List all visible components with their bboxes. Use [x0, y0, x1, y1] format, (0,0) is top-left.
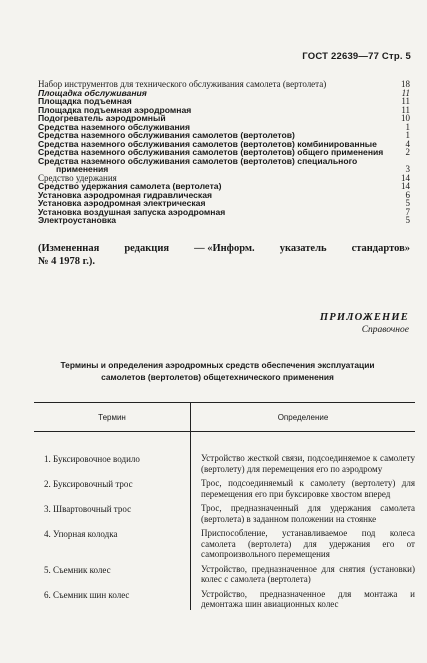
appendix-title: ПРИЛОЖЕНИЕ	[319, 312, 409, 323]
index-entry: Средство удержания 14	[38, 172, 410, 183]
column-header-term: Термин	[34, 403, 191, 432]
index-entry: применения 3	[56, 164, 410, 174]
index-entry: Средства наземного обслуживания самолетов (вертолетов) 1	[38, 130, 410, 140]
appendix-label	[320, 312, 409, 335]
definition-cell: Приспособление, устанавливаемое под колеса самолета (вертолета) для удержания его от самопроизвольного перемещения	[201, 528, 415, 559]
index-entry: Средства наземного обслуживания самолетов (вертолетов) специального	[38, 155, 358, 166]
term-cell: 5. Съемник колес	[44, 564, 111, 575]
term-cell: 2. Буксировочный трос	[44, 479, 133, 489]
index-entry: Площадка подъемная 11	[38, 96, 410, 106]
term-cell: 4. Упорная колодка	[44, 529, 118, 539]
term-index	[38, 80, 410, 225]
table-row	[34, 585, 415, 610]
index-entry: Средства наземного обслуживания 1	[38, 121, 410, 132]
table-row	[34, 432, 415, 475]
table-row	[34, 524, 415, 560]
table-title: Термины и определения аэродромных средств обеспечения эксплуатации самолетов (вертолетов) общетехнического применения	[60, 360, 375, 382]
index-entry: Установка аэродромная гидравлическая 6	[38, 189, 410, 200]
index-entry: Электроустановка 5	[38, 215, 410, 225]
index-entry: Площадка обслуживания 11	[38, 87, 410, 98]
index-entry: Средство удержания самолета (вертолета) 14	[38, 181, 410, 191]
definition-cell: Трос, предназначенный для удержания самолета (вертолета) в заданном положении на стоянке	[201, 503, 415, 524]
index-entry: Установка аэродромная электрическая 5	[38, 198, 410, 208]
definition-cell: Устройство жесткой связи, подсоединяемое к самолету (вертолету) для перемещения его по аэродрому	[201, 453, 415, 474]
index-entry: Набор инструментов для технического обслуживания самолета (вертолета) 18	[38, 79, 410, 89]
index-entry: Установка воздушная запуска аэродромная 7	[38, 206, 410, 217]
table-row	[34, 474, 415, 499]
index-entry: Средства наземного обслуживания самолетов (вертолетов) комбинированные 4	[38, 138, 410, 149]
column-header-definition: Определение	[191, 403, 416, 432]
definition-cell: Устройство, предназначенное для монтажа и демонтажа шин авиационных колес	[201, 588, 415, 609]
edition-note: (Измененная редакция — «Информ. указатель стандартов» № 4 1978 г.).	[38, 243, 410, 267]
table-row	[34, 499, 415, 524]
definition-cell: Устройство, предназначенное для снятия (установки) колес с самолета (вертолета)	[201, 563, 415, 584]
index-entry: Средства наземного обслуживания самолетов (вертолетов) общего применения 2	[38, 147, 410, 157]
appendix-subtitle: Справочное	[361, 325, 409, 335]
index-entry: Площадка подъемная аэродромная 11	[38, 104, 410, 115]
page-header: ГОСТ 22639—77 Стр. 5	[302, 51, 411, 62]
definition-cell: Трос, подсоединяемый к самолету (вертолету) для перемещения его при буксировке хвостом вперед	[201, 478, 415, 499]
term-cell: 1. Буксировочное водило	[44, 454, 140, 464]
index-entry: Подогреватель аэродромный 10	[38, 113, 410, 123]
term-cell: 6. Съемник шин колес	[44, 589, 130, 600]
table-row	[34, 560, 415, 585]
term-cell: 3. Швартовочный трос	[44, 504, 132, 514]
terms-table	[34, 402, 415, 610]
